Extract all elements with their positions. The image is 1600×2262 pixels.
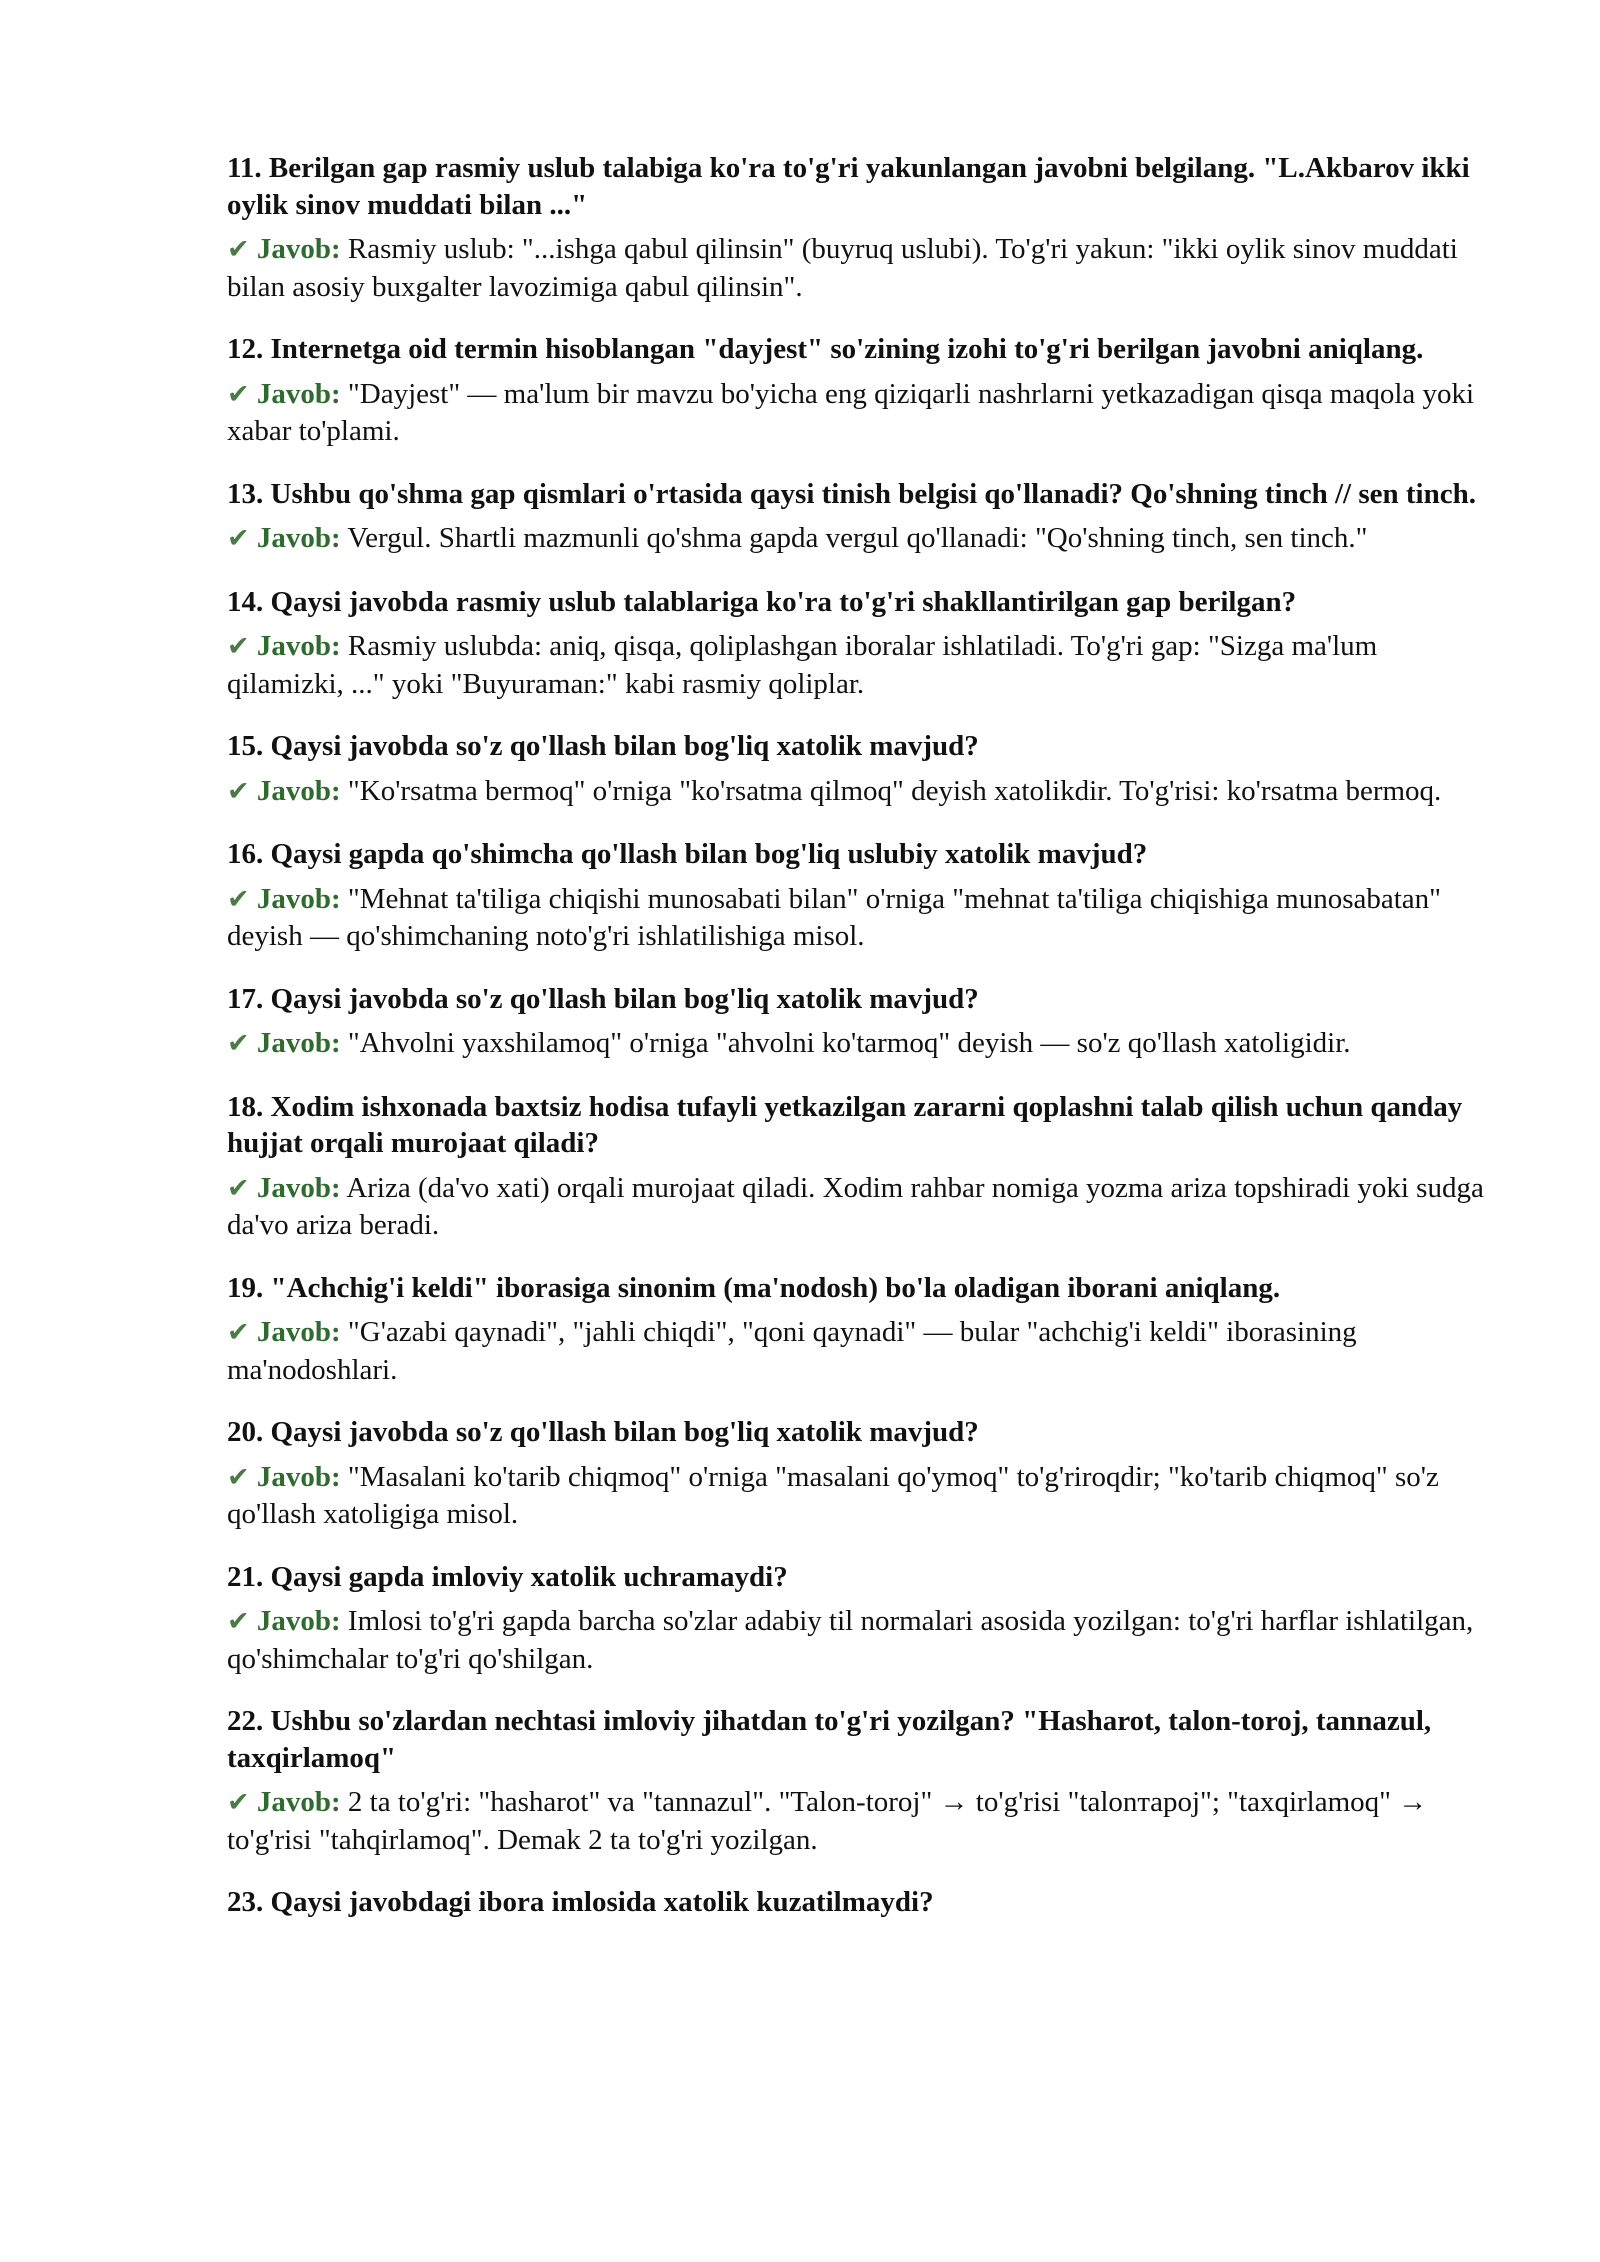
answer-text-block — [227, 1025, 1487, 1063]
qa-item-11 — [227, 150, 1487, 305]
answer-label: Javob: — [256, 377, 341, 410]
answer-text-block — [227, 1170, 1487, 1244]
question-text: 13. Ushbu qo'shma gap qismlari o'rtasida qaysi tinish belgisi qo'llanadi? Qo'shning tinch // sen tinch. — [227, 477, 1476, 510]
answer-text: "Mehnat ta'tiliga chiqishi munosabati bilan" o'rniga "mehnat ta'tiliga chiqishiga munosabatan" deyish — qo'shimchaning noto'g'ri ishlatilishiga misol. — [227, 882, 1442, 952]
check-icon: ✔ — [227, 631, 250, 662]
answer-label: Javob: — [256, 774, 341, 807]
check-icon: ✔ — [227, 883, 250, 915]
check-icon: ✔ — [227, 1787, 250, 1818]
answer-text: 2 ta to'g'ri: "hasharot" va "tannazul". "Talon-toroj" → to'g'risi "talonтapoj"; "taxqirlamoq" → to'g'risi "tahqirlamoq". Demak 2 ta to'g'ri yozilgan. — [227, 1786, 1428, 1856]
qa-item-21 — [227, 1559, 1487, 1678]
qa-item-16 — [227, 836, 1487, 955]
question-text: 11. Berilgan gap rasmiy uslub talabiga ko'ra to'g'ri yakunlangan javobni belgilang. "L.Akbarov ikki oylik sinov muddati bilan ..." — [227, 152, 1470, 221]
question-text: 15. Qaysi javobda so'z qo'llash bilan bog'liq xatolik mavjud? — [227, 730, 979, 762]
answer-label: Javob: — [256, 1316, 341, 1348]
qa-item-12 — [227, 331, 1487, 450]
answer-text-block — [227, 1459, 1487, 1533]
qa-item-18 — [227, 1089, 1487, 1244]
answer-text: "Masalani ko'tarib chiqmoq" o'rniga "masalani qo'ymoq" to'g'riroqdir; "ko'tarib chiqmoq" so'z qo'llash xatoligiga misol. — [227, 1460, 1439, 1530]
answer-text: "G'azabi qaynadi", "jahli chiqdi", "qoni qaynadi" — bular "achchig'i keldi" iborasining ma'nodoshlari. — [227, 1316, 1357, 1386]
check-icon: ✔ — [227, 1461, 250, 1493]
answer-text-block — [227, 1603, 1487, 1677]
answer-text-block — [227, 881, 1487, 955]
answer-text-block — [227, 628, 1487, 702]
question-text: 12. Internetga oid termin hisoblangan "dayjest" so'zining izohi to'g'ri berilgan javobni aniqlang. — [227, 333, 1424, 365]
check-icon: ✔ — [227, 1172, 250, 1204]
question-text: 21. Qaysi gapda imloviy xatolik uchramaydi? — [227, 1560, 788, 1593]
answer-text: "Ahvolni yaxshilamoq" o'rniga "ahvolni ko'tarmoq" deyish — so'z qo'llash xatoligidir. — [347, 1027, 1351, 1059]
check-icon: ✔ — [227, 523, 250, 554]
answer-text: Rasmiy uslubda: aniq, qisqa, qoliplashgan iboralar ishlatiladi. To'g'ri gap: "Sizga ma'lum qilamizki, ..." yoki "Buyuraman:" kabi rasmiy qoliplar. — [227, 630, 1378, 700]
answer-label: Javob: — [256, 1786, 341, 1818]
answer-text: Rasmiy uslub: "...ishga qabul qilinsin" (buyruq uslubi). To'g'ri yakun: "ikki oylik sinov muddati bilan asosiy buxgalter lavozimiga qabul qilinsin". — [227, 233, 1458, 303]
check-icon: ✔ — [227, 775, 250, 807]
answer-label: Javob: — [256, 882, 341, 915]
answer-text-block — [227, 1314, 1487, 1388]
question-text: 23. Qaysi javobdagi ibora imlosida xatolik kuzatilmaydi? — [227, 1886, 934, 1918]
check-icon: ✔ — [227, 1606, 250, 1637]
qa-item-17 — [227, 981, 1487, 1063]
answer-label: Javob: — [256, 233, 341, 265]
question-text: 20. Qaysi javobda so'z qo'llash bilan bog'liq xatolik mavjud? — [227, 1416, 979, 1448]
answer-label: Javob: — [256, 1171, 341, 1204]
answer-text: Vergul. Shartli mazmunli qo'shma gapda vergul qo'llanadi: "Qo'shning tinch, sen tinch." — [347, 522, 1368, 554]
question-text: 22. Ushbu so'zlardan nechtasi imloviy jihatdan to'g'ri yozilgan? "Hasharot, talon-toroj, tannazul, taxqirlamoq" — [227, 1705, 1432, 1774]
answer-label: Javob: — [256, 1460, 341, 1493]
document-page — [227, 150, 1487, 1947]
answer-text-block — [227, 376, 1487, 450]
check-icon: ✔ — [227, 1317, 250, 1348]
answer-text-block — [227, 773, 1487, 811]
check-icon: ✔ — [227, 234, 250, 265]
answer-text-block — [227, 1784, 1487, 1858]
answer-text: Imlosi to'g'ri gapda barcha so'zlar adabiy til normalari asosida yozilgan: to'g'ri harflar ishlatilgan, qo'shimchalar to'g'ri qo'shilgan. — [227, 1605, 1474, 1675]
qa-item-14 — [227, 584, 1487, 703]
answer-label: Javob: — [256, 1027, 341, 1059]
check-icon: ✔ — [227, 378, 250, 410]
answer-text: Ariza (da'vo xati) orqali murojaat qiladi. Xodim rahbar nomiga yozma ariza topshiradi yoki sudga da'vo ariza beradi. — [227, 1171, 1484, 1241]
question-text: 17. Qaysi javobda so'z qo'llash bilan bog'liq xatolik mavjud? — [227, 982, 979, 1015]
answer-label: Javob: — [256, 1605, 341, 1637]
check-icon: ✔ — [227, 1028, 250, 1059]
qa-item-20 — [227, 1414, 1487, 1533]
qa-item-19 — [227, 1270, 1487, 1389]
answer-text: "Dayjest" — ma'lum bir mavzu bo'yicha eng qiziqarli nashrlarni yetkazadigan qisqa maqola yoki xabar to'plami. — [227, 377, 1475, 447]
qa-item-13 — [227, 476, 1487, 558]
qa-item-23 — [227, 1884, 1487, 1921]
question-text: 18. Xodim ishxonada baxtsiz hodisa tufayli yetkazilgan zararni qoplashni talab qilish uchun qanday hujjat orqali murojaat qiladi? — [227, 1090, 1463, 1159]
question-text: 14. Qaysi javobda rasmiy uslub talablariga ko'ra to'g'ri shakllantirilgan gap berilgan? — [227, 585, 1297, 618]
qa-item-22 — [227, 1703, 1487, 1858]
question-text: 19. "Achchig'i keldi" iborasiga sinonim (ma'nodosh) bo'la oladigan iborani aniqlang. — [227, 1271, 1281, 1304]
qa-item-15 — [227, 728, 1487, 810]
answer-label: Javob: — [256, 630, 341, 662]
answer-text-block — [227, 520, 1487, 558]
answer-text: "Ko'rsatma bermoq" o'rniga "ko'rsatma qilmoq" deyish xatolikdir. To'g'risi: ko'rsatma bermoq. — [347, 774, 1442, 807]
answer-label: Javob: — [256, 522, 341, 554]
question-text: 16. Qaysi gapda qo'shimcha qo'llash bilan bog'liq uslubiy xatolik mavjud? — [227, 838, 1148, 870]
answer-text-block — [227, 231, 1487, 305]
